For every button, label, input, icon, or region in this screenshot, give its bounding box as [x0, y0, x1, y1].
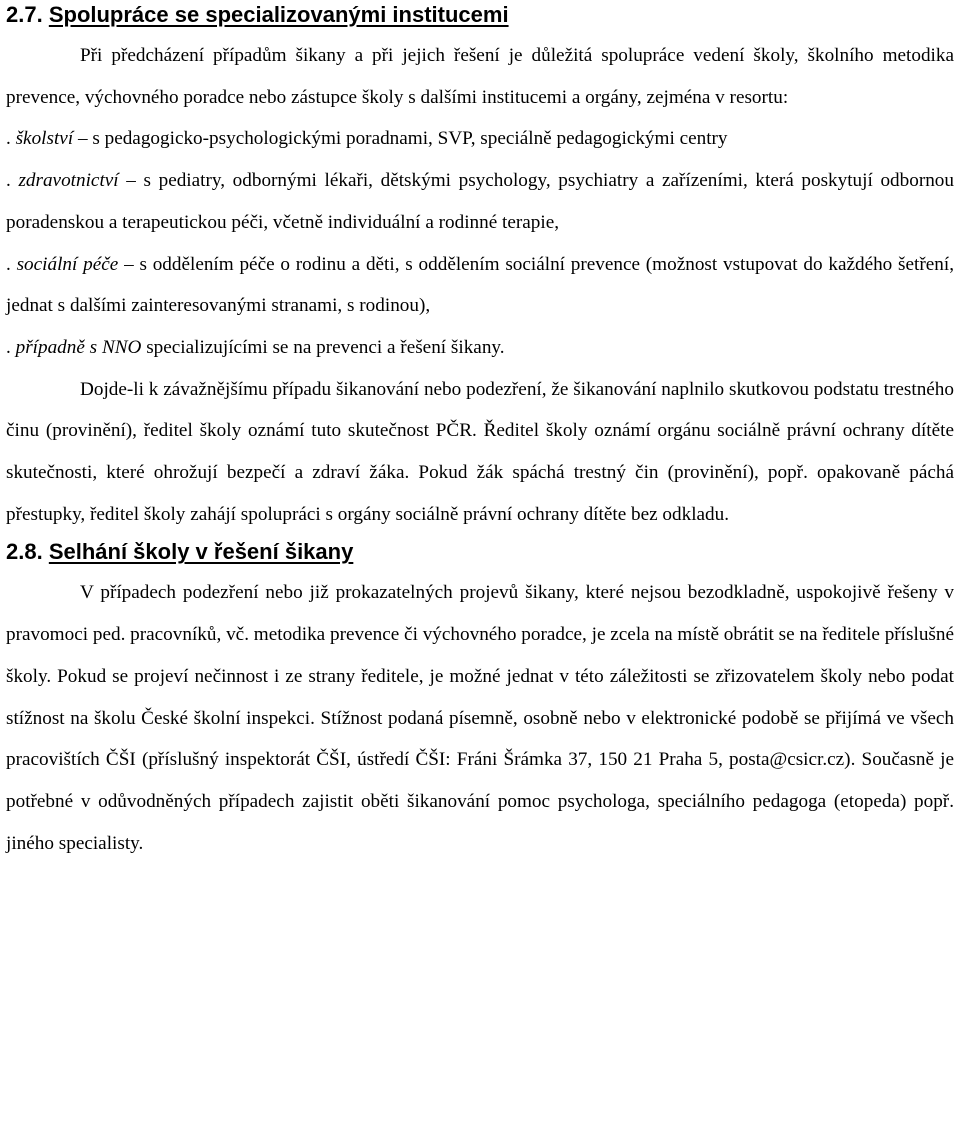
section-2-8-body: V případech podezření nebo již prokazatelných projevů šikany, které nejsou bezodkladně, uspokojivě řešeny v pravomoci ped. pracovníků, vč. metodika prevence či výchovného poradce, je zcela na místě obrátit se na ředitele příslušné školy. Pokud se projeví nečinnost i ze strany ředitele, je možné jednat v této záležitosti se zřizovatelem školy nebo podat stížnost na školu České školní inspekci. Stížnost podaná písemně, osobně nebo v elektronické podobě se přijímá ve všech pracovištích ČŠI (příslušný inspektorát ČŠI, ústředí ČŠI: Fráni Šrámka 37, 150 21 Praha 5, posta@csicr.cz). Současně je potřebné v odůvodněných případech zajistit oběti šikanování pomoc psychologa, speciálního pedagoga (etopeda) popř. jiného specialisty. — [6, 582, 954, 854]
list-item-socialni-pece — [6, 244, 954, 327]
section-number: 2.8. — [6, 539, 43, 565]
item-prefix: . — [6, 253, 17, 275]
item-prefix: . — [6, 336, 16, 358]
section-number: 2.7. — [6, 2, 43, 27]
section-heading-2-8 — [6, 538, 954, 566]
item-term: sociální péče — [16, 253, 119, 275]
item-text: specializujícími se na prevenci a řešení šikany. — [141, 336, 505, 358]
list-item-skolstvi — [6, 118, 954, 160]
item-prefix: . — [6, 170, 19, 192]
item-text: – s pedagogicko-psychologickými poradnami, SVP, speciálně pedagogickými centry — [73, 128, 728, 150]
item-term: případně s NNO — [15, 336, 142, 358]
item-text: – s pediatry, odbornými lékaři, dětskými psychology, psychiatry a zařízeními, která poskytují odbornou poradenskou a terapeutickou péči, včetně individuální a rodinné terapie, — [6, 170, 954, 233]
item-term: zdravotnictví — [18, 170, 119, 192]
section-heading-2-7 — [6, 0, 954, 32]
item-term: školství — [15, 128, 74, 150]
list-item-zdravotnictvi — [6, 160, 954, 243]
list-item-nno — [6, 327, 954, 369]
closing-paragraph: Dojde-li k závažnějšímu případu šikanování nebo podezření, že šikanování naplnilo skutkovou podstatu trestného činu (provinění), ředitel školy oznámí tuto skutečnost PČR. Ředitel školy oznámí orgánu sociálně právní ochrany dítěte skutečnosti, které ohrožují bezpečí a zdraví žáka. Pokud žák spáchá trestný čin (provinění), popř. opakovaně páchá přestupky, ředitel školy zahájí spolupráci s orgány sociálně právní ochrany dítěte bez odkladu. — [6, 378, 954, 525]
intro-paragraph: Při předcházení případům šikany a při jejich řešení je důležitá spolupráce vedení školy, školního metodika prevence, výchovného poradce nebo zástupce školy s dalšími institucemi a orgány, zejména v resortu: — [6, 45, 954, 108]
section-title: Spolupráce se specializovanými institucemi — [48, 2, 509, 27]
item-text: – s oddělením péče o rodinu a děti, s oddělením sociální prevence (možnost vstupovat do každého šetření, jednat s dalšími zainteresovanými stranami, s rodinou), — [6, 253, 955, 317]
item-prefix: . — [6, 128, 16, 150]
section-title: Selhání školy v řešení šikany — [48, 539, 354, 565]
